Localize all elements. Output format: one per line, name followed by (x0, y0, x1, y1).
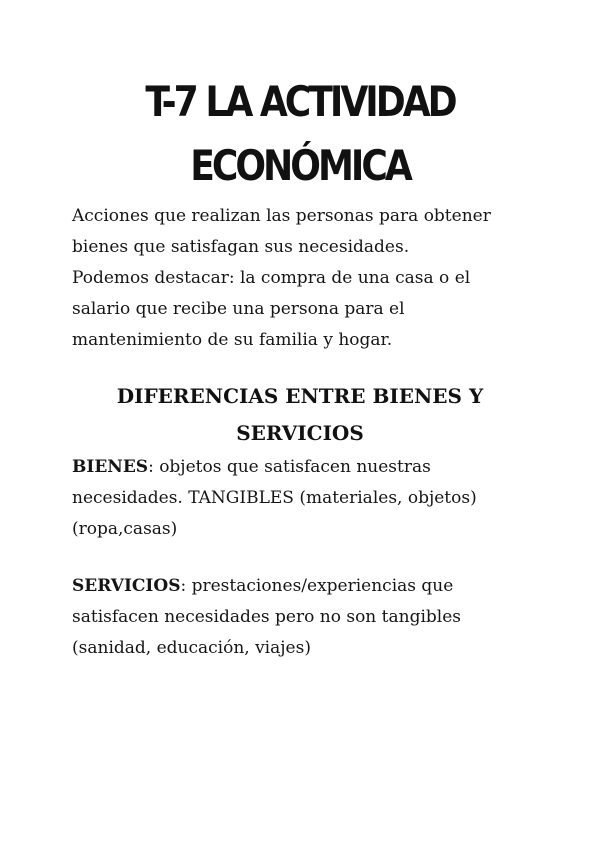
intro-line: mantenimiento de su familia y hogar. (72, 330, 393, 350)
page-title (42, 70, 558, 198)
intro-line: Podemos destacar: la compra de una casa o el (72, 268, 471, 288)
intro-line: bienes que satisfagan sus necesidades. (72, 237, 410, 257)
servicios-line-2: satisfacen necesidades pero no son tangibles (72, 607, 461, 627)
page-title-line-2: ECONÓMICA (190, 141, 410, 190)
bienes-line-2: necesidades. TANGIBLES (materiales, objetos) (72, 488, 477, 508)
intro-paragraph (72, 201, 542, 356)
bienes-term: BIENES (72, 457, 149, 477)
bienes-line-1 (72, 452, 542, 483)
section-heading-line-1: DIFERENCIAS ENTRE BIENES Y (116, 384, 484, 408)
bienes-line-1-text: : objetos que satisfacen nuestras (148, 457, 431, 477)
section-heading-line-2: SERVICIOS (236, 421, 364, 445)
servicios-line-1 (72, 571, 542, 602)
intro-line: Acciones que realizan las personas para obtener (72, 206, 491, 226)
servicios-line-1-text: : prestaciones/experiencias que (180, 576, 454, 596)
bienes-line-3: (ropa,casas) (72, 519, 178, 539)
section-heading (0, 378, 600, 452)
page-title-line-1: T-7 LA ACTIVIDAD (145, 77, 455, 126)
bienes-definition (72, 452, 542, 545)
intro-line: salario que recibe una persona para el (72, 299, 405, 319)
servicios-term: SERVICIOS (72, 576, 181, 596)
servicios-line-3: (sanidad, educación, viajes) (72, 638, 311, 658)
servicios-definition (72, 571, 542, 664)
